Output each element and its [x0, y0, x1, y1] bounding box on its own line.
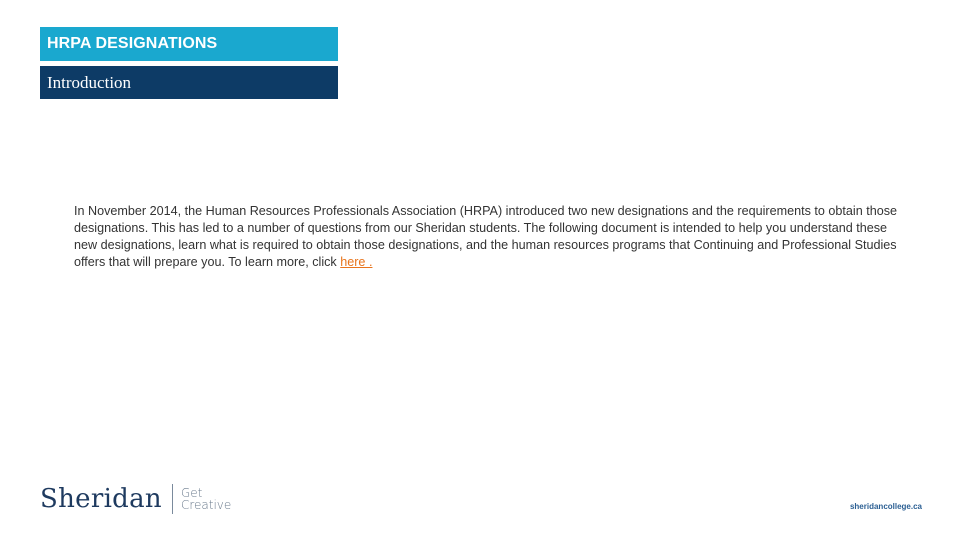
- tagline-line-1: Get: [180, 486, 203, 500]
- learn-more-link[interactable]: here .: [340, 255, 373, 269]
- logo-divider: [172, 484, 173, 514]
- website-url: sheridancollege.ca: [849, 502, 922, 511]
- sheridan-logo: [40, 480, 231, 518]
- slide-subtitle: Introduction: [47, 72, 132, 92]
- logo-wordmark: Sheridan: [40, 484, 162, 514]
- tagline-line-2: Creative: [180, 498, 232, 512]
- title-bar: [40, 27, 338, 61]
- slide-title: HRPA DESIGNATIONS: [47, 35, 218, 52]
- subtitle-bar: [40, 66, 338, 99]
- logo-tagline: [181, 487, 231, 511]
- intro-paragraph: [74, 203, 904, 271]
- intro-paragraph-text: In November 2014, the Human Resources Professionals Association (HRPA) introduced two new designations and the requirements to obtain those designations. This has led to a number of questions from our Sheridan students. The following document is intended to help you understand these new designations, learn what is required to obtain those designations, and the human resources programs that Continuing and Professional Studies offers that will prepare you. To learn more, click: [74, 204, 898, 269]
